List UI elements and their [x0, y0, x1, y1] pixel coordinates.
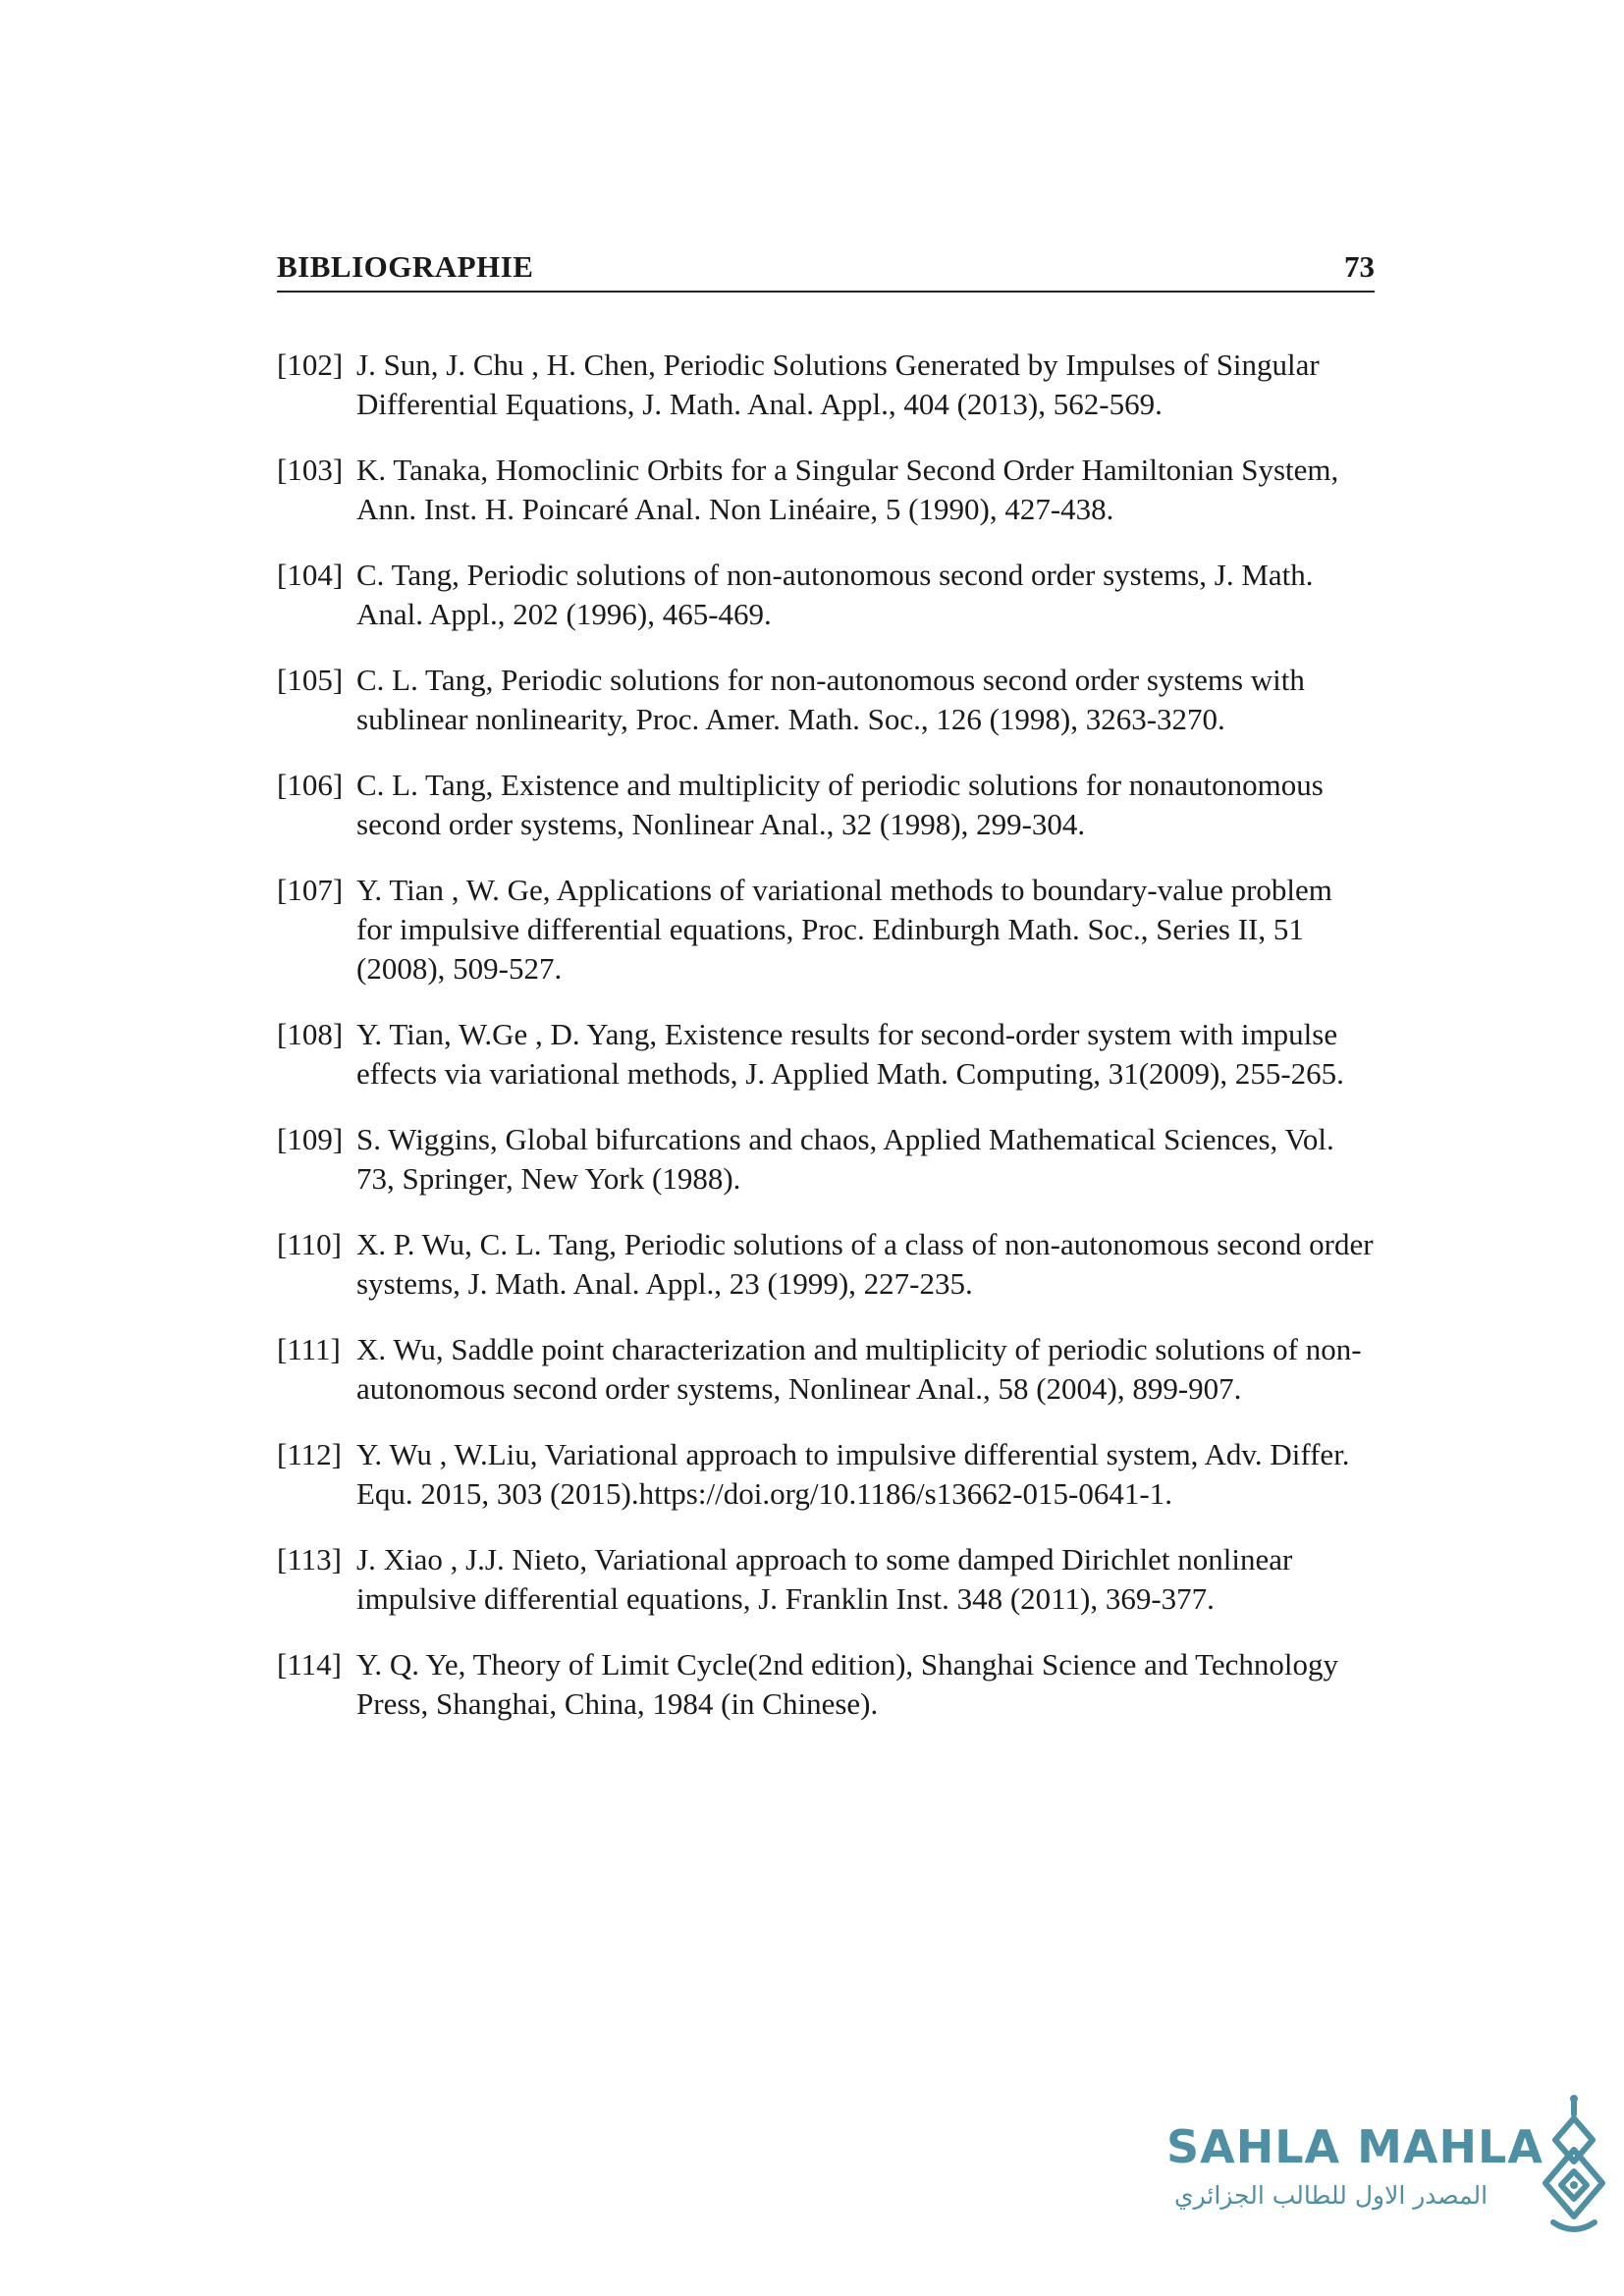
reference-text: Y. Tian, W.Ge , D. Yang, Existence results for second-order system with impulse effects via variational methods, J. Applied Math. Computing, 31(2009), 255-265. [356, 1017, 1344, 1091]
reference-text: J. Xiao , J.J. Nieto, Variational approach to some damped Dirichlet nonlinear impulsive differential equations, J. Franklin Inst. 348 (2011), 369-377. [356, 1542, 1293, 1616]
reference-label: [111] [277, 1332, 341, 1366]
reference-text: Y. Tian , W. Ge, Applications of variational methods to boundary-value problem for impulsive differential equations, Proc. Edinburgh Math. Soc., Series II, 51 (2008), 509-527. [356, 873, 1332, 986]
reference-entry [277, 1645, 1375, 1724]
watermark-tagline: المصدر الاول للطالب الجزائري [1174, 2181, 1489, 2210]
reference-text: C. Tang, Periodic solutions of non-autonomous second order systems, J. Math. Anal. Appl., 202 (1996), 465-469. [356, 558, 1314, 631]
reference-entry [277, 451, 1375, 529]
calligraphy-emblem-icon [1532, 2093, 1616, 2238]
reference-label: [109] [277, 1122, 344, 1156]
bibliography-list [277, 346, 1375, 1750]
reference-text: X. Wu, Saddle point characterization and multiplicity of periodic solutions of non-autonomous second order systems, Nonlinear Anal., 58 (2004), 899-907. [356, 1332, 1362, 1406]
running-head: BIBLIOGRAPHIE [277, 249, 534, 284]
reference-text: C. L. Tang, Existence and multiplicity of periodic solutions for nonautonomous second order systems, Nonlinear Anal., 32 (1998), 299-304. [356, 768, 1324, 841]
reference-label: [106] [277, 768, 344, 802]
reference-text: C. L. Tang, Periodic solutions for non-autonomous second order systems with sublinear nonlinearity, Proc. Amer. Math. Soc., 126 (1998), 3263-3270. [356, 663, 1305, 736]
reference-text: X. P. Wu, C. L. Tang, Periodic solutions of a class of non-autonomous second order systems, J. Math. Anal. Appl., 23 (1999), 227-235. [356, 1227, 1374, 1301]
reference-label: [110] [277, 1227, 342, 1261]
reference-text: Y. Q. Ye, Theory of Limit Cycle(2nd edition), Shanghai Science and Technology Press, Shanghai, China, 1984 (in Chinese). [356, 1647, 1339, 1721]
reference-entry [277, 1435, 1375, 1514]
reference-entry [277, 1015, 1375, 1094]
reference-label: [113] [277, 1542, 342, 1576]
reference-label: [102] [277, 347, 344, 382]
reference-entry [277, 1120, 1375, 1199]
reference-text: K. Tanaka, Homoclinic Orbits for a Singular Second Order Hamiltonian System, Ann. Inst. H. Poincaré Anal. Non Linéaire, 5 (1990), 427-438. [356, 453, 1339, 526]
reference-label: [108] [277, 1017, 344, 1051]
reference-text: S. Wiggins, Global bifurcations and chaos, Applied Mathematical Sciences, Vol. 73, Springer, New York (1988). [356, 1122, 1334, 1196]
reference-entry [277, 1225, 1375, 1304]
reference-entry [277, 346, 1375, 424]
watermark-name: SAHLA MAHLA [1166, 2120, 1543, 2173]
reference-label: [107] [277, 873, 344, 907]
page-number: 73 [1344, 249, 1375, 284]
reference-entry [277, 1330, 1375, 1409]
reference-entry [277, 556, 1375, 634]
reference-text: J. Sun, J. Chu , H. Chen, Periodic Solutions Generated by Impulses of Singular Differential Equations, J. Math. Anal. Appl., 404 (2013), 562-569. [356, 347, 1320, 421]
reference-label: [103] [277, 453, 344, 487]
reference-entry [277, 1540, 1375, 1619]
reference-entry [277, 871, 1375, 988]
reference-label: [114] [277, 1647, 342, 1682]
reference-label: [112] [277, 1437, 342, 1471]
reference-label: [104] [277, 558, 344, 592]
reference-entry [277, 766, 1375, 844]
reference-entry [277, 661, 1375, 739]
reference-label: [105] [277, 663, 344, 697]
sahla-mahla-watermark [1166, 2091, 1624, 2238]
page-header [277, 247, 1375, 293]
reference-text: Y. Wu , W.Liu, Variational approach to impulsive differential system, Adv. Differ. Equ. 2015, 303 (2015).https://doi.org/10.1186/s13662-015-0641-1. [356, 1437, 1350, 1511]
